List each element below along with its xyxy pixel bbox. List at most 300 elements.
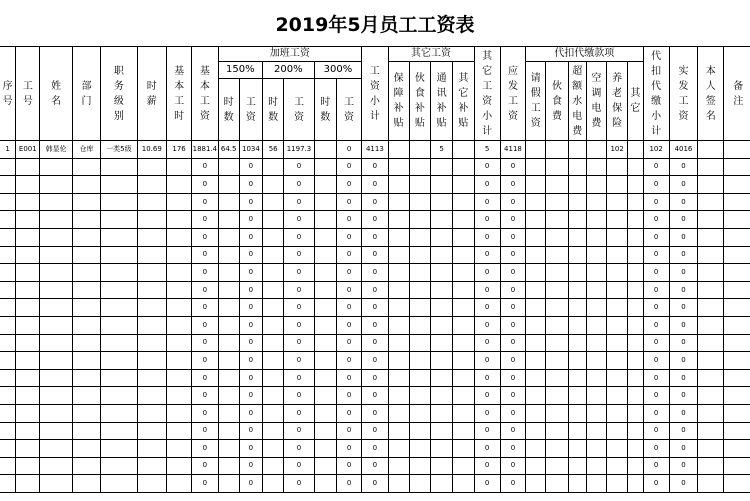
cell-base-hours[interactable] <box>166 352 191 370</box>
cell-ot300-hours[interactable] <box>314 299 336 317</box>
cell-ot300-wage[interactable]: 0 <box>336 246 361 264</box>
cell-leave[interactable] <box>526 475 546 493</box>
cell-ot200-wage[interactable]: 0 <box>284 475 314 493</box>
cell-base-wage[interactable]: 0 <box>192 369 218 387</box>
cell-emp-id[interactable] <box>16 457 40 475</box>
cell-ot150-wage[interactable]: 0 <box>239 422 262 440</box>
cell-net[interactable]: 0 <box>669 422 697 440</box>
cell-name[interactable] <box>40 228 72 246</box>
cell-guarantee[interactable] <box>388 281 409 299</box>
cell-hourly[interactable] <box>137 281 166 299</box>
cell-leave[interactable] <box>526 228 546 246</box>
cell-base-wage[interactable]: 0 <box>192 404 218 422</box>
cell-ot200-hours[interactable] <box>263 369 284 387</box>
cell-subtotal[interactable]: 0 <box>362 369 388 387</box>
cell-guarantee[interactable] <box>388 228 409 246</box>
cell-hourly[interactable] <box>137 422 166 440</box>
cell-utility[interactable] <box>568 334 586 352</box>
cell-guarantee[interactable] <box>388 264 409 282</box>
cell-remark[interactable] <box>724 176 750 194</box>
cell-ot150-wage[interactable]: 0 <box>239 281 262 299</box>
cell-ot150-hours[interactable] <box>218 211 239 229</box>
cell-ot300-hours[interactable] <box>314 404 336 422</box>
cell-remark[interactable] <box>724 422 750 440</box>
cell-base-wage[interactable]: 0 <box>192 228 218 246</box>
cell-ot200-hours[interactable] <box>263 158 284 176</box>
cell-meal-allow[interactable] <box>409 211 430 229</box>
cell-emp-id[interactable] <box>16 440 40 458</box>
cell-net[interactable]: 0 <box>669 299 697 317</box>
cell-ot150-wage[interactable]: 0 <box>239 193 262 211</box>
cell-signature[interactable] <box>698 352 724 370</box>
cell-ot200-wage[interactable]: 1197.3 <box>284 141 314 159</box>
cell-utility[interactable] <box>568 281 586 299</box>
cell-pension[interactable] <box>607 264 628 282</box>
cell-comm-allow[interactable] <box>431 440 453 458</box>
cell-emp-id[interactable] <box>16 352 40 370</box>
cell-ot150-hours[interactable] <box>218 264 239 282</box>
cell-hourly[interactable] <box>137 316 166 334</box>
cell-subtotal[interactable]: 0 <box>362 158 388 176</box>
cell-gross[interactable]: 0 <box>500 211 525 229</box>
cell-seq[interactable] <box>0 193 16 211</box>
cell-name[interactable] <box>40 404 72 422</box>
cell-other-allow[interactable] <box>453 334 474 352</box>
cell-other-subtotal[interactable]: 0 <box>474 299 500 317</box>
cell-ot300-hours[interactable] <box>314 334 336 352</box>
cell-pension[interactable] <box>607 299 628 317</box>
cell-name[interactable] <box>40 158 72 176</box>
cell-comm-allow[interactable] <box>431 352 453 370</box>
cell-base-wage[interactable]: 0 <box>192 334 218 352</box>
cell-seq[interactable] <box>0 211 16 229</box>
cell-other-subtotal[interactable]: 0 <box>474 404 500 422</box>
cell-base-hours[interactable] <box>166 281 191 299</box>
cell-ac[interactable] <box>586 475 606 493</box>
cell-gross[interactable]: 0 <box>500 404 525 422</box>
cell-subtotal[interactable]: 0 <box>362 475 388 493</box>
cell-other[interactable] <box>628 457 643 475</box>
cell-ot150-wage[interactable]: 0 <box>239 475 262 493</box>
cell-dept[interactable] <box>72 369 100 387</box>
cell-remark[interactable] <box>724 141 750 159</box>
cell-dept[interactable] <box>72 457 100 475</box>
header-subtotal[interactable]: 工资小计 <box>362 47 388 141</box>
cell-dept[interactable] <box>72 281 100 299</box>
cell-other[interactable] <box>628 316 643 334</box>
cell-seq[interactable] <box>0 228 16 246</box>
cell-hourly[interactable] <box>137 211 166 229</box>
header-ot150-wage[interactable]: 工资 <box>239 79 262 141</box>
cell-pension[interactable] <box>607 440 628 458</box>
cell-seq[interactable] <box>0 316 16 334</box>
cell-grade[interactable] <box>101 176 137 194</box>
cell-other-allow[interactable] <box>453 316 474 334</box>
cell-ot200-wage[interactable]: 0 <box>284 281 314 299</box>
cell-remark[interactable] <box>724 440 750 458</box>
cell-net[interactable]: 0 <box>669 352 697 370</box>
cell-seq[interactable] <box>0 404 16 422</box>
cell-meal-fee[interactable] <box>546 158 568 176</box>
cell-hourly[interactable] <box>137 246 166 264</box>
cell-grade[interactable] <box>101 369 137 387</box>
cell-other-subtotal[interactable]: 0 <box>474 457 500 475</box>
cell-dept[interactable] <box>72 211 100 229</box>
cell-remark[interactable] <box>724 228 750 246</box>
header-comm-allow[interactable]: 通讯补贴 <box>431 62 453 141</box>
cell-guarantee[interactable] <box>388 211 409 229</box>
cell-other-allow[interactable] <box>453 457 474 475</box>
cell-ot200-hours[interactable] <box>263 422 284 440</box>
cell-utility[interactable] <box>568 369 586 387</box>
cell-comm-allow[interactable] <box>431 228 453 246</box>
cell-emp-id[interactable] <box>16 316 40 334</box>
cell-leave[interactable] <box>526 176 546 194</box>
cell-deduct-subtotal[interactable]: 0 <box>643 334 669 352</box>
cell-ot300-wage[interactable]: 0 <box>336 228 361 246</box>
cell-deduct-subtotal[interactable]: 0 <box>643 228 669 246</box>
cell-comm-allow[interactable] <box>431 316 453 334</box>
cell-emp-id[interactable] <box>16 404 40 422</box>
cell-ot200-hours[interactable] <box>263 228 284 246</box>
cell-other-subtotal[interactable]: 0 <box>474 440 500 458</box>
cell-other-subtotal[interactable]: 0 <box>474 316 500 334</box>
cell-base-hours[interactable] <box>166 176 191 194</box>
cell-seq[interactable] <box>0 422 16 440</box>
cell-meal-allow[interactable] <box>409 281 430 299</box>
cell-other-allow[interactable] <box>453 387 474 405</box>
cell-ot200-hours[interactable] <box>263 299 284 317</box>
cell-grade[interactable] <box>101 299 137 317</box>
cell-meal-allow[interactable] <box>409 440 430 458</box>
cell-grade[interactable] <box>101 422 137 440</box>
cell-dept[interactable] <box>72 176 100 194</box>
cell-ot200-wage[interactable]: 0 <box>284 264 314 282</box>
cell-subtotal[interactable]: 0 <box>362 246 388 264</box>
cell-hourly[interactable] <box>137 440 166 458</box>
cell-ot150-wage[interactable]: 0 <box>239 299 262 317</box>
cell-deduct-subtotal[interactable]: 0 <box>643 352 669 370</box>
cell-base-hours[interactable]: 176 <box>166 141 191 159</box>
cell-meal-allow[interactable] <box>409 299 430 317</box>
cell-ot150-wage[interactable]: 0 <box>239 246 262 264</box>
cell-guarantee[interactable] <box>388 457 409 475</box>
cell-net[interactable]: 0 <box>669 211 697 229</box>
cell-base-wage[interactable]: 0 <box>192 299 218 317</box>
cell-ot300-wage[interactable]: 0 <box>336 369 361 387</box>
cell-subtotal[interactable]: 0 <box>362 281 388 299</box>
cell-other-allow[interactable] <box>453 404 474 422</box>
cell-seq[interactable] <box>0 158 16 176</box>
cell-ot300-hours[interactable] <box>314 281 336 299</box>
cell-base-hours[interactable] <box>166 316 191 334</box>
cell-ot200-hours[interactable] <box>263 281 284 299</box>
cell-meal-allow[interactable] <box>409 422 430 440</box>
cell-other-subtotal[interactable]: 0 <box>474 193 500 211</box>
cell-ot150-wage[interactable]: 0 <box>239 440 262 458</box>
cell-ot300-wage[interactable]: 0 <box>336 193 361 211</box>
cell-remark[interactable] <box>724 281 750 299</box>
cell-meal-allow[interactable] <box>409 246 430 264</box>
cell-utility[interactable] <box>568 193 586 211</box>
cell-grade[interactable] <box>101 352 137 370</box>
cell-ot200-hours[interactable] <box>263 316 284 334</box>
cell-grade[interactable] <box>101 158 137 176</box>
cell-pension[interactable] <box>607 228 628 246</box>
cell-ot300-wage[interactable]: 0 <box>336 264 361 282</box>
cell-net[interactable]: 0 <box>669 457 697 475</box>
cell-pension[interactable] <box>607 281 628 299</box>
cell-ot200-hours[interactable] <box>263 176 284 194</box>
cell-seq[interactable] <box>0 264 16 282</box>
cell-emp-id[interactable] <box>16 299 40 317</box>
cell-ot150-wage[interactable]: 0 <box>239 334 262 352</box>
cell-leave[interactable] <box>526 352 546 370</box>
cell-remark[interactable] <box>724 457 750 475</box>
cell-ot300-wage[interactable]: 0 <box>336 334 361 352</box>
cell-meal-allow[interactable] <box>409 176 430 194</box>
cell-guarantee[interactable] <box>388 440 409 458</box>
cell-other-allow[interactable] <box>453 440 474 458</box>
cell-seq[interactable] <box>0 176 16 194</box>
cell-base-hours[interactable] <box>166 387 191 405</box>
cell-guarantee[interactable] <box>388 193 409 211</box>
cell-dept[interactable] <box>72 316 100 334</box>
cell-seq[interactable] <box>0 387 16 405</box>
cell-leave[interactable] <box>526 369 546 387</box>
cell-other-allow[interactable] <box>453 141 474 159</box>
cell-ot200-hours[interactable] <box>263 457 284 475</box>
cell-gross[interactable]: 0 <box>500 352 525 370</box>
cell-net[interactable]: 0 <box>669 176 697 194</box>
cell-gross[interactable]: 0 <box>500 475 525 493</box>
cell-signature[interactable] <box>698 281 724 299</box>
cell-seq[interactable] <box>0 457 16 475</box>
cell-ot200-wage[interactable]: 0 <box>284 176 314 194</box>
cell-gross[interactable]: 0 <box>500 422 525 440</box>
cell-meal-fee[interactable] <box>546 176 568 194</box>
cell-deduct-subtotal[interactable]: 0 <box>643 246 669 264</box>
header-ot300-hours[interactable]: 时数 <box>314 79 336 141</box>
cell-emp-id[interactable] <box>16 228 40 246</box>
cell-meal-fee[interactable] <box>546 440 568 458</box>
cell-other-allow[interactable] <box>453 475 474 493</box>
cell-ot200-wage[interactable]: 0 <box>284 369 314 387</box>
cell-utility[interactable] <box>568 352 586 370</box>
cell-other-subtotal[interactable]: 0 <box>474 264 500 282</box>
header-deduct-group[interactable]: 代扣代缴款项 <box>526 47 643 62</box>
cell-pension[interactable] <box>607 422 628 440</box>
cell-deduct-subtotal[interactable]: 0 <box>643 316 669 334</box>
cell-utility[interactable] <box>568 387 586 405</box>
cell-base-wage[interactable]: 0 <box>192 352 218 370</box>
cell-other-allow[interactable] <box>453 158 474 176</box>
cell-ot200-wage[interactable]: 0 <box>284 246 314 264</box>
cell-ot200-wage[interactable]: 0 <box>284 404 314 422</box>
cell-ac[interactable] <box>586 352 606 370</box>
cell-seq[interactable] <box>0 475 16 493</box>
header-ot300-wage[interactable]: 工资 <box>336 79 361 141</box>
cell-comm-allow[interactable] <box>431 387 453 405</box>
cell-meal-allow[interactable] <box>409 475 430 493</box>
cell-ot150-hours[interactable] <box>218 193 239 211</box>
cell-dept[interactable] <box>72 246 100 264</box>
cell-meal-fee[interactable] <box>546 369 568 387</box>
cell-emp-id[interactable] <box>16 264 40 282</box>
cell-ot200-wage[interactable]: 0 <box>284 211 314 229</box>
cell-ot200-hours[interactable] <box>263 211 284 229</box>
cell-dept[interactable] <box>72 299 100 317</box>
cell-ac[interactable] <box>586 457 606 475</box>
cell-signature[interactable] <box>698 316 724 334</box>
cell-base-wage[interactable]: 0 <box>192 440 218 458</box>
cell-other[interactable] <box>628 176 643 194</box>
cell-meal-allow[interactable] <box>409 316 430 334</box>
cell-seq[interactable]: 1 <box>0 141 16 159</box>
cell-name[interactable] <box>40 440 72 458</box>
cell-ot200-hours[interactable] <box>263 264 284 282</box>
cell-ot300-wage[interactable]: 0 <box>336 281 361 299</box>
cell-ot200-hours[interactable] <box>263 352 284 370</box>
cell-other[interactable] <box>628 193 643 211</box>
cell-seq[interactable] <box>0 246 16 264</box>
cell-deduct-subtotal[interactable]: 0 <box>643 211 669 229</box>
cell-leave[interactable] <box>526 404 546 422</box>
cell-grade[interactable] <box>101 457 137 475</box>
cell-emp-id[interactable] <box>16 475 40 493</box>
cell-ot300-wage[interactable]: 0 <box>336 158 361 176</box>
cell-hourly[interactable] <box>137 457 166 475</box>
cell-gross[interactable]: 0 <box>500 440 525 458</box>
cell-ot300-wage[interactable]: 0 <box>336 141 361 159</box>
cell-other[interactable] <box>628 141 643 159</box>
cell-pension[interactable] <box>607 211 628 229</box>
cell-other-allow[interactable] <box>453 281 474 299</box>
cell-meal-fee[interactable] <box>546 246 568 264</box>
cell-base-hours[interactable] <box>166 193 191 211</box>
cell-seq[interactable] <box>0 281 16 299</box>
cell-meal-fee[interactable] <box>546 422 568 440</box>
cell-dept[interactable] <box>72 158 100 176</box>
header-other[interactable]: 其它 <box>628 62 643 141</box>
cell-deduct-subtotal[interactable]: 0 <box>643 158 669 176</box>
cell-other-subtotal[interactable]: 0 <box>474 352 500 370</box>
cell-pension[interactable] <box>607 176 628 194</box>
cell-ot150-wage[interactable]: 0 <box>239 228 262 246</box>
cell-utility[interactable] <box>568 457 586 475</box>
cell-comm-allow[interactable] <box>431 193 453 211</box>
cell-leave[interactable] <box>526 422 546 440</box>
cell-remark[interactable] <box>724 211 750 229</box>
cell-utility[interactable] <box>568 475 586 493</box>
cell-comm-allow[interactable] <box>431 369 453 387</box>
header-meal-fee[interactable]: 伙食费 <box>546 62 568 141</box>
header-base-hours[interactable]: 基本工时 <box>166 47 191 141</box>
cell-guarantee[interactable] <box>388 246 409 264</box>
cell-comm-allow[interactable] <box>431 211 453 229</box>
cell-base-wage[interactable]: 0 <box>192 281 218 299</box>
cell-ac[interactable] <box>586 141 606 159</box>
cell-utility[interactable] <box>568 299 586 317</box>
cell-other[interactable] <box>628 387 643 405</box>
cell-ac[interactable] <box>586 369 606 387</box>
cell-subtotal[interactable]: 0 <box>362 457 388 475</box>
cell-ac[interactable] <box>586 440 606 458</box>
cell-remark[interactable] <box>724 158 750 176</box>
cell-signature[interactable] <box>698 440 724 458</box>
cell-dept[interactable] <box>72 440 100 458</box>
header-ot150-hours[interactable]: 时数 <box>218 79 239 141</box>
cell-guarantee[interactable] <box>388 387 409 405</box>
cell-hourly[interactable] <box>137 404 166 422</box>
cell-signature[interactable] <box>698 334 724 352</box>
cell-dept[interactable]: 仓库 <box>72 141 100 159</box>
cell-meal-fee[interactable] <box>546 316 568 334</box>
cell-pension[interactable] <box>607 246 628 264</box>
cell-net[interactable]: 4016 <box>669 141 697 159</box>
cell-signature[interactable] <box>698 369 724 387</box>
cell-ot300-hours[interactable] <box>314 176 336 194</box>
cell-other-subtotal[interactable]: 0 <box>474 228 500 246</box>
cell-remark[interactable] <box>724 316 750 334</box>
cell-other[interactable] <box>628 228 643 246</box>
cell-meal-allow[interactable] <box>409 158 430 176</box>
cell-pension[interactable] <box>607 387 628 405</box>
cell-ot150-hours[interactable] <box>218 228 239 246</box>
cell-subtotal[interactable]: 4113 <box>362 141 388 159</box>
cell-net[interactable]: 0 <box>669 387 697 405</box>
cell-utility[interactable] <box>568 440 586 458</box>
cell-emp-id[interactable] <box>16 211 40 229</box>
cell-leave[interactable] <box>526 141 546 159</box>
cell-meal-fee[interactable] <box>546 299 568 317</box>
cell-grade[interactable] <box>101 475 137 493</box>
header-ot200-wage[interactable]: 工资 <box>284 79 314 141</box>
cell-other[interactable] <box>628 422 643 440</box>
cell-net[interactable]: 0 <box>669 264 697 282</box>
cell-ot200-wage[interactable]: 0 <box>284 334 314 352</box>
cell-ot300-hours[interactable] <box>314 352 336 370</box>
cell-ot300-hours[interactable] <box>314 211 336 229</box>
header-ot200-hours[interactable]: 时数 <box>263 79 284 141</box>
cell-signature[interactable] <box>698 422 724 440</box>
cell-ot150-hours[interactable] <box>218 422 239 440</box>
cell-other-subtotal[interactable]: 0 <box>474 211 500 229</box>
cell-meal-fee[interactable] <box>546 228 568 246</box>
cell-other-allow[interactable] <box>453 176 474 194</box>
cell-pension[interactable] <box>607 475 628 493</box>
cell-remark[interactable] <box>724 404 750 422</box>
cell-hourly[interactable] <box>137 158 166 176</box>
cell-meal-fee[interactable] <box>546 211 568 229</box>
cell-remark[interactable] <box>724 352 750 370</box>
cell-other[interactable] <box>628 369 643 387</box>
cell-ot150-hours[interactable] <box>218 176 239 194</box>
cell-dept[interactable] <box>72 422 100 440</box>
cell-guarantee[interactable] <box>388 404 409 422</box>
cell-ot200-wage[interactable]: 0 <box>284 158 314 176</box>
cell-guarantee[interactable] <box>388 352 409 370</box>
cell-base-wage[interactable]: 0 <box>192 457 218 475</box>
cell-leave[interactable] <box>526 387 546 405</box>
cell-signature[interactable] <box>698 158 724 176</box>
cell-grade[interactable]: 一类5级 <box>101 141 137 159</box>
cell-ot150-hours[interactable] <box>218 352 239 370</box>
cell-hourly[interactable] <box>137 176 166 194</box>
cell-base-hours[interactable] <box>166 228 191 246</box>
cell-ot150-hours[interactable]: 64.5 <box>218 141 239 159</box>
cell-gross[interactable]: 0 <box>500 176 525 194</box>
